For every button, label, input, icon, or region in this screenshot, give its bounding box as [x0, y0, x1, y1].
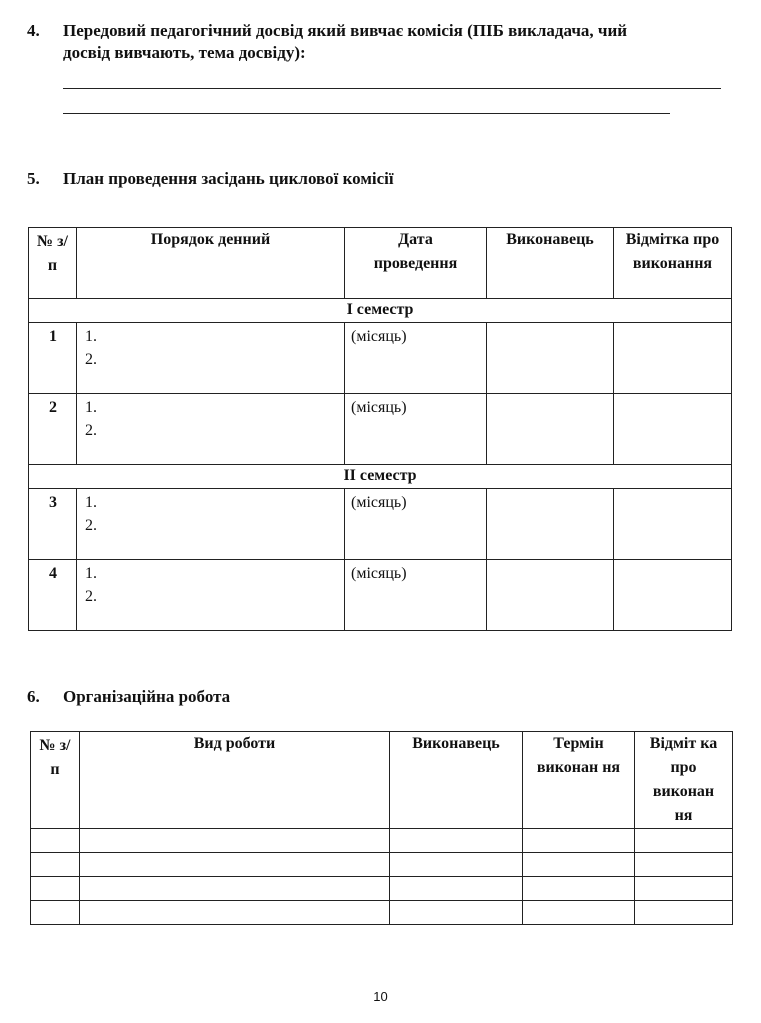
- cell[interactable]: [80, 853, 390, 877]
- agenda-cell[interactable]: [77, 560, 345, 631]
- fill-line-1[interactable]: [63, 88, 721, 89]
- cell[interactable]: [31, 829, 80, 853]
- cell[interactable]: [31, 901, 80, 925]
- mark-cell[interactable]: [614, 560, 732, 631]
- cell[interactable]: [390, 829, 523, 853]
- cell[interactable]: [80, 877, 390, 901]
- table-row: [29, 489, 732, 560]
- cell[interactable]: [523, 853, 635, 877]
- date-cell[interactable]: (місяць): [345, 394, 487, 465]
- mark-cell[interactable]: [614, 323, 732, 394]
- header-executor: Виконавець: [487, 228, 614, 299]
- mark-cell[interactable]: [614, 394, 732, 465]
- table-header-row: [29, 228, 732, 299]
- table-row: [29, 323, 732, 394]
- table-row: [31, 877, 733, 901]
- agenda-cell[interactable]: [77, 489, 345, 560]
- section-5-title: План проведення засідань циклової комісії: [63, 169, 394, 188]
- table-row: [29, 394, 732, 465]
- cell[interactable]: [31, 853, 80, 877]
- header-date: Дата проведення: [345, 228, 487, 299]
- semester-1-row: [29, 299, 732, 323]
- section-5-heading: [27, 168, 747, 189]
- cell[interactable]: [635, 901, 733, 925]
- section-4-heading: [27, 20, 747, 41]
- section-6-number: 6.: [27, 687, 40, 706]
- header-work-type: Вид роботи: [80, 732, 390, 829]
- table-row: [31, 901, 733, 925]
- cell[interactable]: [390, 853, 523, 877]
- cell[interactable]: [80, 829, 390, 853]
- agenda-item: 2.: [85, 422, 97, 439]
- header-mark: Відміт ка про виконан ня: [635, 732, 733, 829]
- agenda-cell[interactable]: [77, 394, 345, 465]
- mark-cell[interactable]: [614, 489, 732, 560]
- row-number: 1: [29, 323, 77, 394]
- executor-cell[interactable]: [487, 489, 614, 560]
- table-row: [31, 853, 733, 877]
- page-number: 10: [373, 989, 388, 1004]
- section-6-title: Організаційна робота: [63, 687, 231, 706]
- header-executor: Виконавець: [390, 732, 523, 829]
- row-number: 3: [29, 489, 77, 560]
- meetings-plan-table: [28, 227, 732, 631]
- cell[interactable]: [635, 829, 733, 853]
- header-mark: Відмітка про виконання: [614, 228, 732, 299]
- agenda-item: 2.: [85, 351, 97, 368]
- executor-cell[interactable]: [487, 560, 614, 631]
- section-5-number: 5.: [27, 169, 40, 188]
- section-4-text-line2: досвід вивчають, тема досвіду):: [63, 43, 306, 62]
- cell[interactable]: [390, 901, 523, 925]
- cell[interactable]: [31, 877, 80, 901]
- date-cell[interactable]: (місяць): [345, 560, 487, 631]
- executor-cell[interactable]: [487, 323, 614, 394]
- table-row: [29, 560, 732, 631]
- date-cell[interactable]: (місяць): [345, 489, 487, 560]
- fill-line-2[interactable]: [63, 113, 670, 114]
- agenda-item: 1.: [85, 328, 97, 345]
- agenda-cell[interactable]: [77, 323, 345, 394]
- section-6-heading: [27, 686, 747, 707]
- cell[interactable]: [635, 853, 733, 877]
- agenda-item: 2.: [85, 517, 97, 534]
- semester-2-label: ІІ семестр: [29, 465, 732, 489]
- section-4-text-line1: Передовий педагогічний досвід який вивчає комісія (ПІБ викладача, чий: [63, 21, 628, 40]
- header-term: Термін виконан ня: [523, 732, 635, 829]
- header-num: № з/п: [31, 732, 80, 829]
- cell[interactable]: [390, 877, 523, 901]
- row-number: 4: [29, 560, 77, 631]
- date-cell[interactable]: (місяць): [345, 323, 487, 394]
- executor-cell[interactable]: [487, 394, 614, 465]
- cell[interactable]: [523, 877, 635, 901]
- section-4-heading-cont: [63, 42, 753, 63]
- agenda-item: 1.: [85, 399, 97, 416]
- agenda-item: 2.: [85, 588, 97, 605]
- agenda-item: 1.: [85, 494, 97, 511]
- table-row: [31, 829, 733, 853]
- header-num: № з/п: [29, 228, 77, 299]
- semester-1-label: І семестр: [29, 299, 732, 323]
- cell[interactable]: [523, 829, 635, 853]
- section-4-number: 4.: [27, 21, 40, 40]
- row-number: 2: [29, 394, 77, 465]
- header-agenda: Порядок денний: [77, 228, 345, 299]
- cell[interactable]: [635, 877, 733, 901]
- cell[interactable]: [523, 901, 635, 925]
- cell[interactable]: [80, 901, 390, 925]
- semester-2-row: [29, 465, 732, 489]
- organizational-work-table: [30, 731, 733, 925]
- agenda-item: 1.: [85, 565, 97, 582]
- table-header-row: [31, 732, 733, 829]
